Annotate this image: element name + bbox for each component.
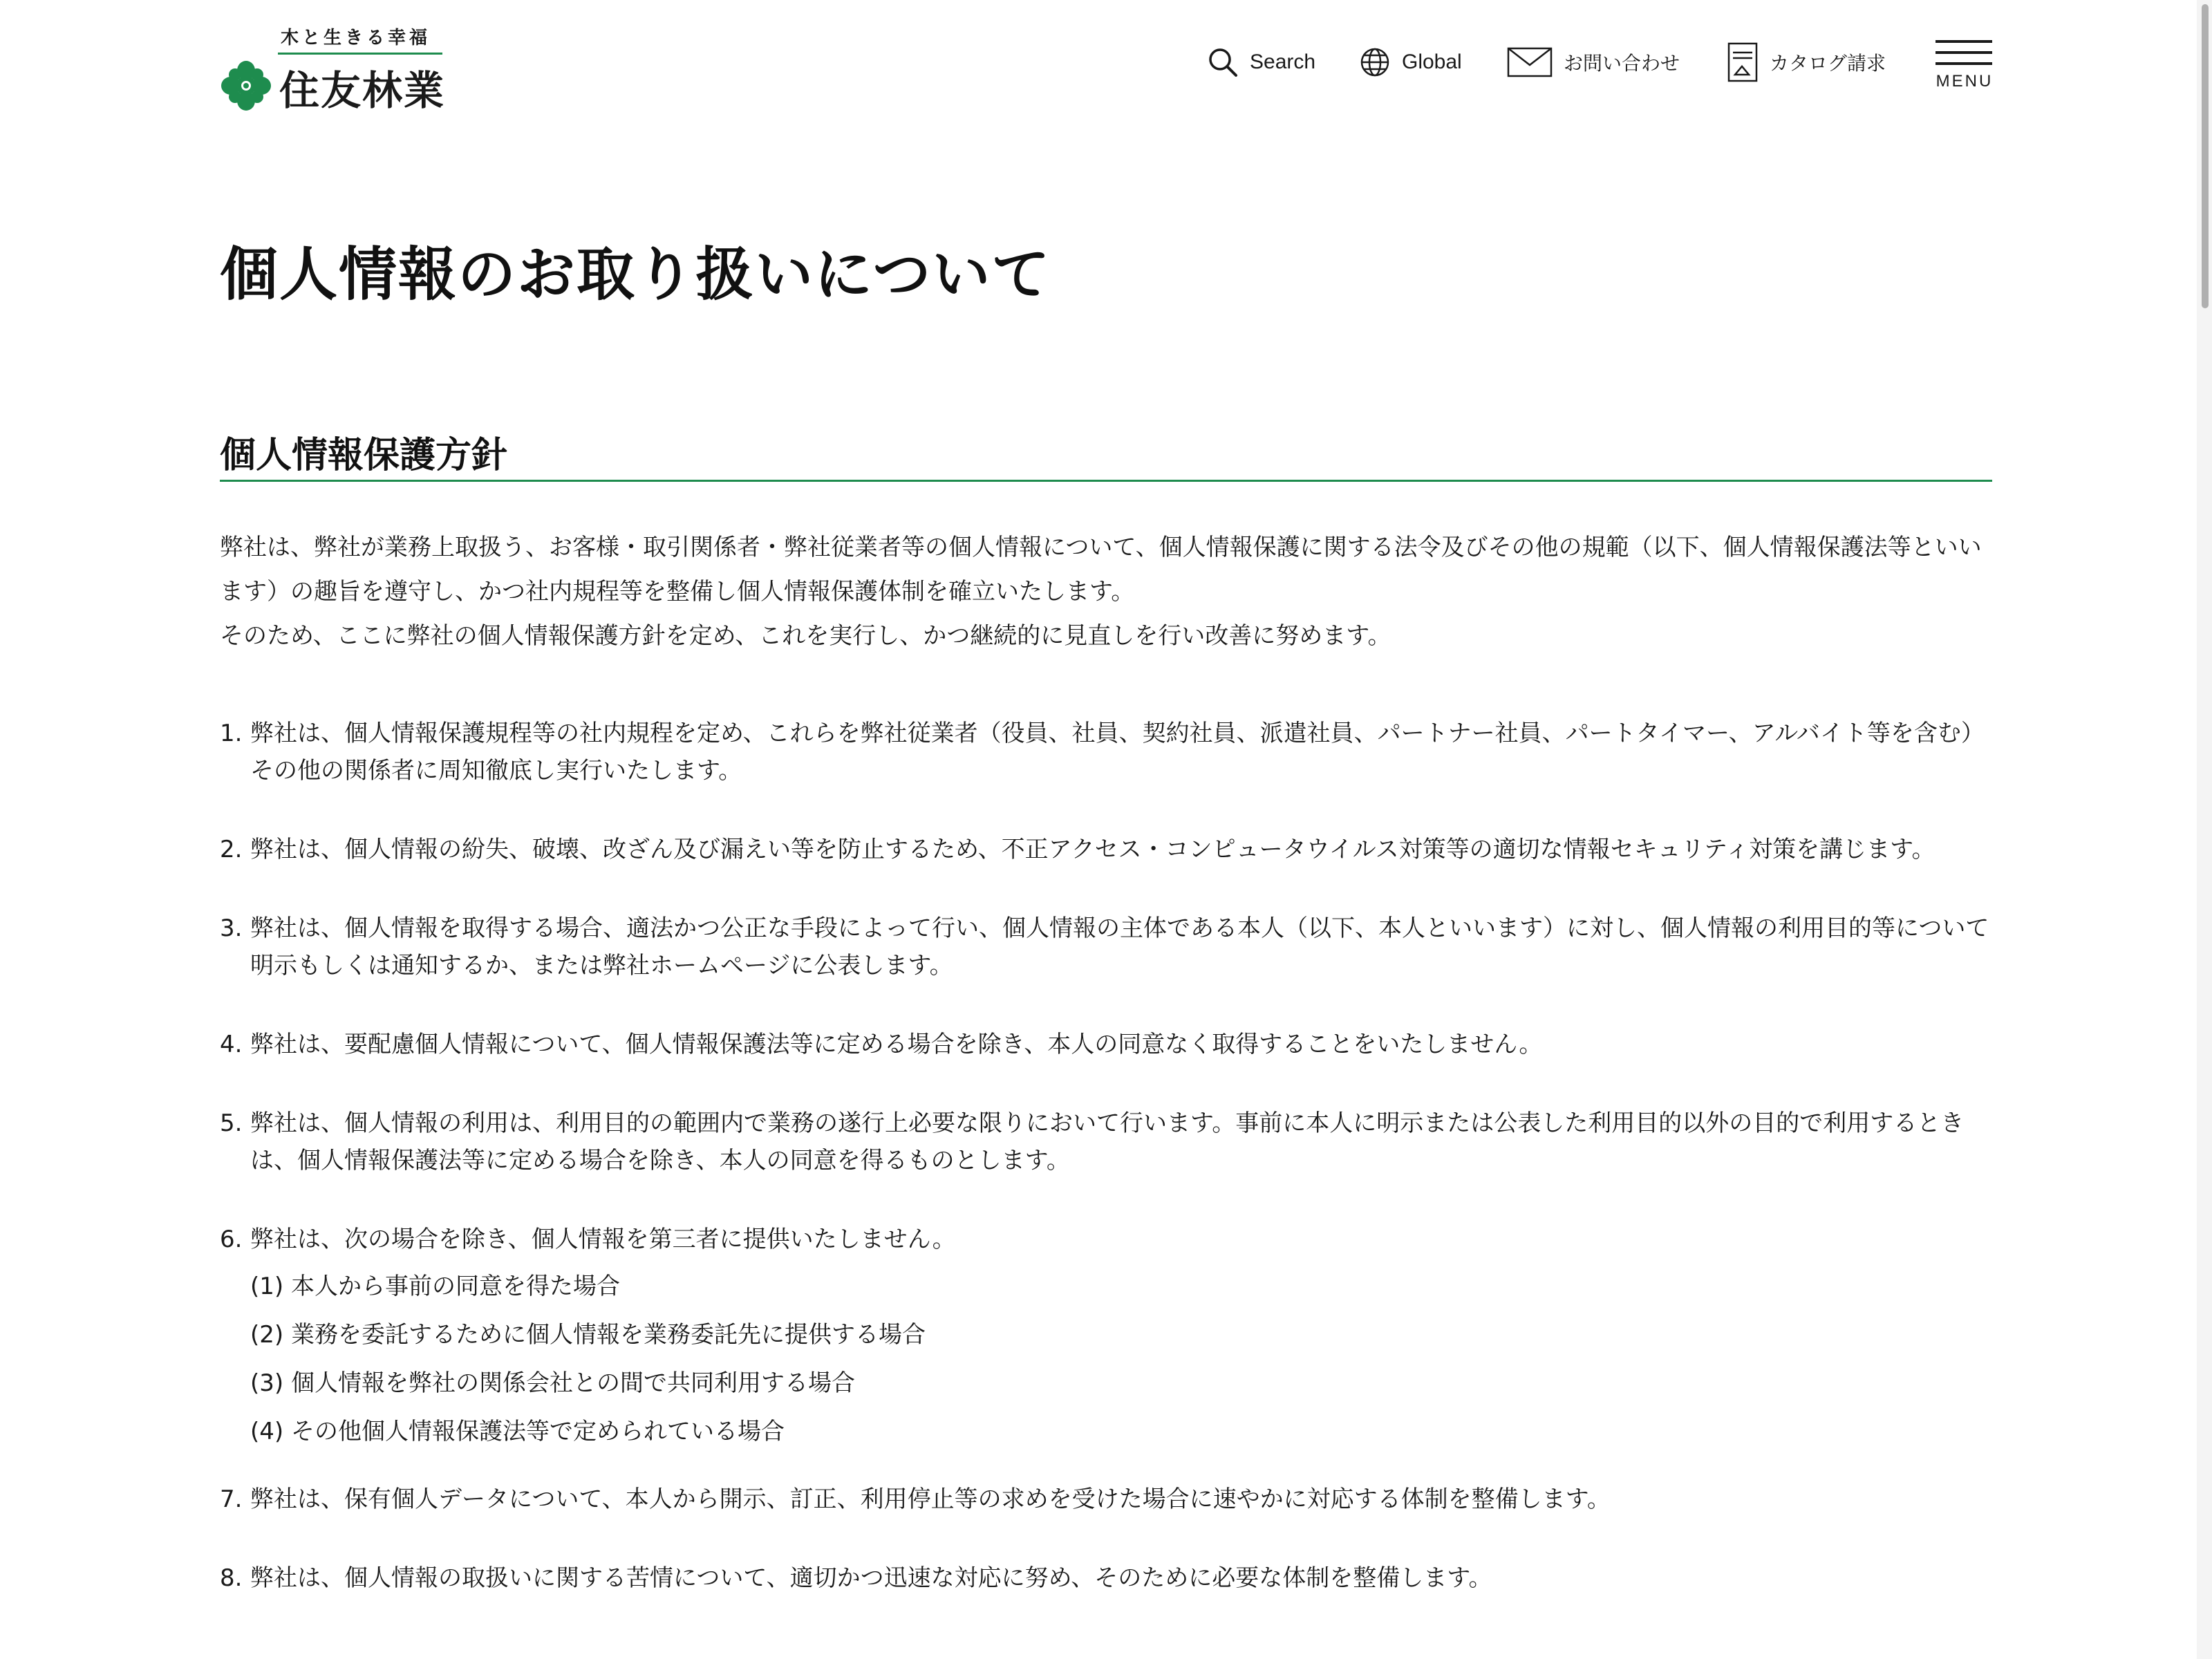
section-divider — [220, 480, 1992, 482]
policy-item-text: 弊社は、個人情報の取扱いに関する苦情について、適切かつ迅速な対応に努め、そのために必要な体制を整備します。 — [250, 1564, 1492, 1592]
catalog-link[interactable] — [1727, 41, 1886, 83]
policy-item-number: 5. — [220, 1109, 243, 1137]
search-icon — [1207, 46, 1239, 78]
policy-item-text: 弊社は、個人情報の利用は、利用目的の範囲内で業務の遂行上必要な限りにおいて行います。事前に本人に明示または公表した利用目的以外の目的で利用するときは、個人情報保護法等に定める場合を除き、本人の同意を得るものとします。 — [250, 1109, 1965, 1174]
logo-wordmark: 住友林業 — [279, 67, 446, 114]
policy-item-number: 4. — [220, 1031, 243, 1058]
global-link[interactable] — [1359, 46, 1462, 78]
policy-item-body — [250, 1221, 1992, 1456]
policy-item-text: 弊社は、次の場合を除き、個人情報を第三者に提供いたしません。 — [250, 1226, 956, 1253]
logo-mark-icon — [220, 59, 272, 112]
scrollbar-thumb[interactable] — [2202, 4, 2209, 308]
policy-subitem: (2) 業務を委託するために個人情報を業務委託先に提供する場合 — [250, 1321, 926, 1349]
section-title: 個人情報保護方針 — [220, 435, 508, 476]
logo-divider — [278, 53, 442, 55]
page-title: 個人情報のお取り扱いについて — [220, 240, 1051, 308]
policy-item-number: 3. — [220, 915, 243, 942]
intro-paragraph: そのため、ここに弊社の個人情報保護方針を定め、これを実行し、かつ継続的に見直しを行い改善に努めます。 — [220, 622, 1391, 650]
policy-item — [220, 1221, 1992, 1456]
policy-item-number: 6. — [220, 1226, 243, 1253]
policy-item — [220, 1105, 1992, 1179]
policy-item — [220, 910, 1992, 984]
policy-subitem: (4) その他個人情報保護法等で定められている場合 — [250, 1418, 785, 1445]
policy-item — [220, 715, 1992, 789]
search-link[interactable] — [1207, 46, 1315, 78]
policy-item-text: 弊社は、保有個人データについて、本人から開示、訂正、利用停止等の求めを受けた場合に速やかに対応する体制を整備します。 — [250, 1485, 1611, 1513]
global-label: Global — [1402, 50, 1462, 73]
site-header — [0, 0, 2212, 124]
catalog-icon — [1727, 41, 1759, 83]
policy-subitem: (3) 個人情報を弊社の関係会社との間で共同利用する場合 — [250, 1369, 855, 1397]
menu-label: MENU — [1936, 72, 1994, 91]
catalog-label: カタログ請求 — [1770, 52, 1886, 75]
contact-link[interactable] — [1507, 46, 1680, 78]
policy-item-number: 1. — [220, 720, 243, 747]
policy-item-text: 弊社は、個人情報保護規程等の社内規程を定め、これらを弊社従業者（役員、社員、契約社員、派遣社員、パートナー社員、パートタイマー、アルバイト等を含む）その他の関係者に周知徹底し実行いたします。 — [250, 720, 1985, 785]
policy-item-number: 8. — [220, 1564, 243, 1592]
mail-icon — [1507, 46, 1553, 78]
menu-button[interactable] — [1936, 39, 1994, 94]
nav-contact[interactable] — [1507, 41, 1680, 83]
policy-sublist — [250, 1262, 1992, 1456]
intro-paragraph: 弊社は、弊社が業務上取扱う、お客様・取引関係者・弊社従業者等の個人情報について、個人情報保護に関する法令及びその他の規範（以下、個人情報保護法等といいます）の趣旨を遵守し、かつ社内規程等を整備し個人情報保護体制を確立いたします。 — [220, 534, 1982, 606]
site-logo[interactable] — [220, 24, 448, 114]
policy-item — [220, 1559, 1992, 1597]
search-label: Search — [1250, 50, 1316, 73]
contact-label: お問い合わせ — [1564, 52, 1680, 75]
policy-item-text: 弊社は、要配慮個人情報について、個人情報保護法等に定める場合を除き、本人の同意なく取得することをいたしません。 — [250, 1031, 1543, 1058]
policy-item-number: 7. — [220, 1485, 243, 1513]
nav-search[interactable] — [1207, 41, 1315, 83]
policy-item-number: 2. — [220, 836, 243, 863]
logo-tagline: 木と生きる幸福 — [281, 28, 431, 48]
policy-intro — [220, 525, 1992, 658]
policy-subitem: (1) 本人から事前の同意を得た場合 — [250, 1273, 620, 1300]
nav-catalog[interactable] — [1727, 41, 1886, 83]
policy-item-text: 弊社は、個人情報を取得する場合、適法かつ公正な手段によって行い、個人情報の主体である本人（以下、本人といいます）に対し、個人情報の利用目的等について明示もしくは通知するか、または弊社ホームページに公表します。 — [250, 915, 1989, 980]
globe-icon — [1359, 46, 1391, 78]
page-scrollbar[interactable] — [2197, 0, 2212, 1659]
policy-list — [220, 715, 1992, 1638]
policy-item — [220, 1026, 1992, 1063]
nav-global[interactable] — [1359, 41, 1462, 83]
policy-item — [220, 1481, 1992, 1518]
policy-item — [220, 831, 1992, 868]
policy-item-text: 弊社は、個人情報の紛失、破壊、改ざん及び漏えい等を防止するため、不正アクセス・コンピュータウイルス対策等の適切な情報セキュリティ対策を講じます。 — [250, 836, 1936, 863]
